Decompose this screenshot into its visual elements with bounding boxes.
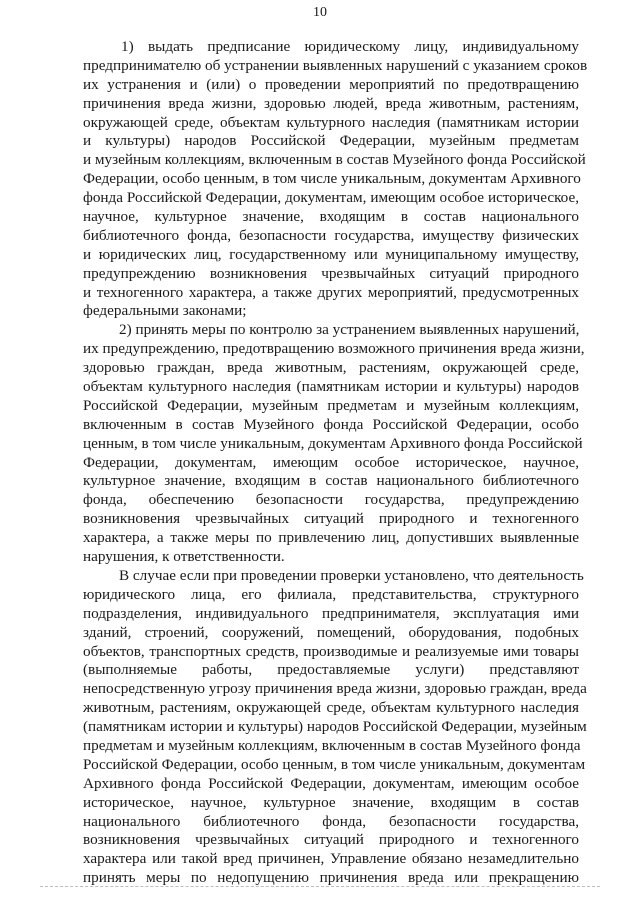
- paragraph-line: непосредственную угрозу причинения вреда жизни, здоровью граждан, вреда: [83, 680, 587, 698]
- paragraph-line: принять меры по недопущению причинения вреда или прекращению: [83, 869, 579, 887]
- paragraph-line: нарушения, к ответственности.: [83, 548, 285, 566]
- paragraph-line: федеральными законами;: [83, 302, 247, 320]
- paragraph-line: возникновения чрезвычайных ситуаций природного и техногенного: [83, 831, 579, 849]
- page-bottom-edge: [40, 886, 600, 887]
- paragraph-line: предупреждению возникновения чрезвычайных ситуаций природного: [83, 264, 579, 282]
- document-body: [83, 38, 588, 888]
- paragraph-line: культурное значение, входящим в состав национального библиотечного: [83, 472, 579, 490]
- paragraph-line: здоровью граждан, вреда животным, растениям, окружающей среде,: [83, 359, 579, 377]
- paragraph-line: причинения вреда жизни, здоровью людей, вреда животным, растениям,: [83, 94, 579, 112]
- paragraph-line: характера или такой вред причинен, Управление обязано незамедлительно: [83, 850, 579, 868]
- paragraph-line: зданий, строений, сооружений, помещений, оборудования, подобных: [83, 623, 579, 641]
- paragraph-line: возникновения чрезвычайных ситуаций природного и техногенного: [83, 510, 579, 528]
- paragraph-line: библиотечного фонда, безопасности государства, имуществу физических: [83, 226, 579, 244]
- paragraph: [83, 566, 587, 888]
- paragraph-line: научное, культурное значение, входящим в состав национального: [83, 208, 579, 226]
- paragraph-line: характера, а также меры по привлечению лиц, допустивших выявленные: [83, 529, 579, 547]
- paragraph-line: Федерации, документам, имеющим особое историческое, научное,: [83, 453, 579, 471]
- paragraph-line: и техногенного характера, а также других мероприятий, предусмотренных: [83, 283, 579, 301]
- paragraph-line: Федерации, особо ценным, в том числе уникальным, документам Архивного: [83, 170, 581, 188]
- paragraph-line: включенным в состав Музейного фонда Российской Федерации, особо: [83, 415, 579, 433]
- paragraph-line: фонда, обеспечению безопасности государства, предупреждению: [83, 491, 579, 509]
- paragraph-line: и музейным коллекциям, включенным в состав Музейного фонда Российской: [83, 151, 586, 169]
- paragraph-line: (памятникам истории и культуры) народов Российской Федерации, музейным: [83, 718, 587, 736]
- paragraph-line: 1) выдать предписание юридическому лицу, индивидуальному: [121, 38, 579, 55]
- paragraph-line: юридического лица, его филиала, представительства, структурного: [83, 585, 579, 603]
- paragraph-line: национального библиотечного фонда, безопасности государства,: [83, 812, 579, 830]
- paragraph-line: их устранения и (или) о проведении мероприятий по предотвращению: [83, 75, 579, 93]
- paragraph: [83, 321, 585, 567]
- paragraph-line: историческое, научное, культурное значение, входящим в состав: [83, 793, 579, 811]
- paragraph-line: и культуры) народов Российской Федерации, музейным предметам: [83, 132, 579, 150]
- paragraph: [83, 38, 588, 321]
- paragraph-line: животным, растениям, окружающей среде, объектам культурного наследия: [83, 699, 579, 717]
- paragraph-line: предпринимателю об устранении выявленных нарушений с указанием сроков: [83, 56, 588, 74]
- paragraph-line: объектам культурного наследия (памятникам истории и культуры) народов: [83, 378, 579, 396]
- paragraph-line: объектов, транспортных средств, производимые и реализуемые ими товары: [83, 642, 579, 660]
- paragraph-line: Архивного фонда Российской Федерации, документам, имеющим особое: [83, 774, 579, 792]
- paragraph-line: их предупреждению, предотвращению возможного причинения вреда жизни,: [83, 340, 585, 358]
- paragraph-line: предметам и музейным коллекциям, включенным в состав Музейного фонда: [83, 736, 581, 754]
- paragraph-line: ценным, в том числе уникальным, документам Архивного фонда Российской: [83, 434, 583, 452]
- paragraph-line: фонда Российской Федерации, документам, имеющим особое историческое,: [83, 189, 579, 207]
- paragraph-line: Российской Федерации, музейным предметам и музейным коллекциям,: [83, 396, 579, 414]
- page-number: 10: [313, 5, 327, 20]
- paragraph-line: подразделения, индивидуального предпринимателя, эксплуатация ими: [83, 604, 579, 622]
- paragraph-line: Российской Федерации, особо ценным, в том числе уникальным, документам: [83, 755, 586, 773]
- paragraph-line: (выполняемые работы, предоставляемые услуги) представляют: [83, 661, 579, 679]
- paragraph-line: В случае если при проведении проверки установлено, что деятельность: [119, 566, 584, 584]
- paragraph-line: 2) принять меры по контролю за устранением выявленных нарушений,: [119, 321, 580, 339]
- paragraph-line: и юридических лиц, государственному или муниципальному имуществу,: [83, 245, 579, 263]
- paragraph-line: окружающей среде, объектам культурного наследия (памятникам истории: [83, 113, 579, 131]
